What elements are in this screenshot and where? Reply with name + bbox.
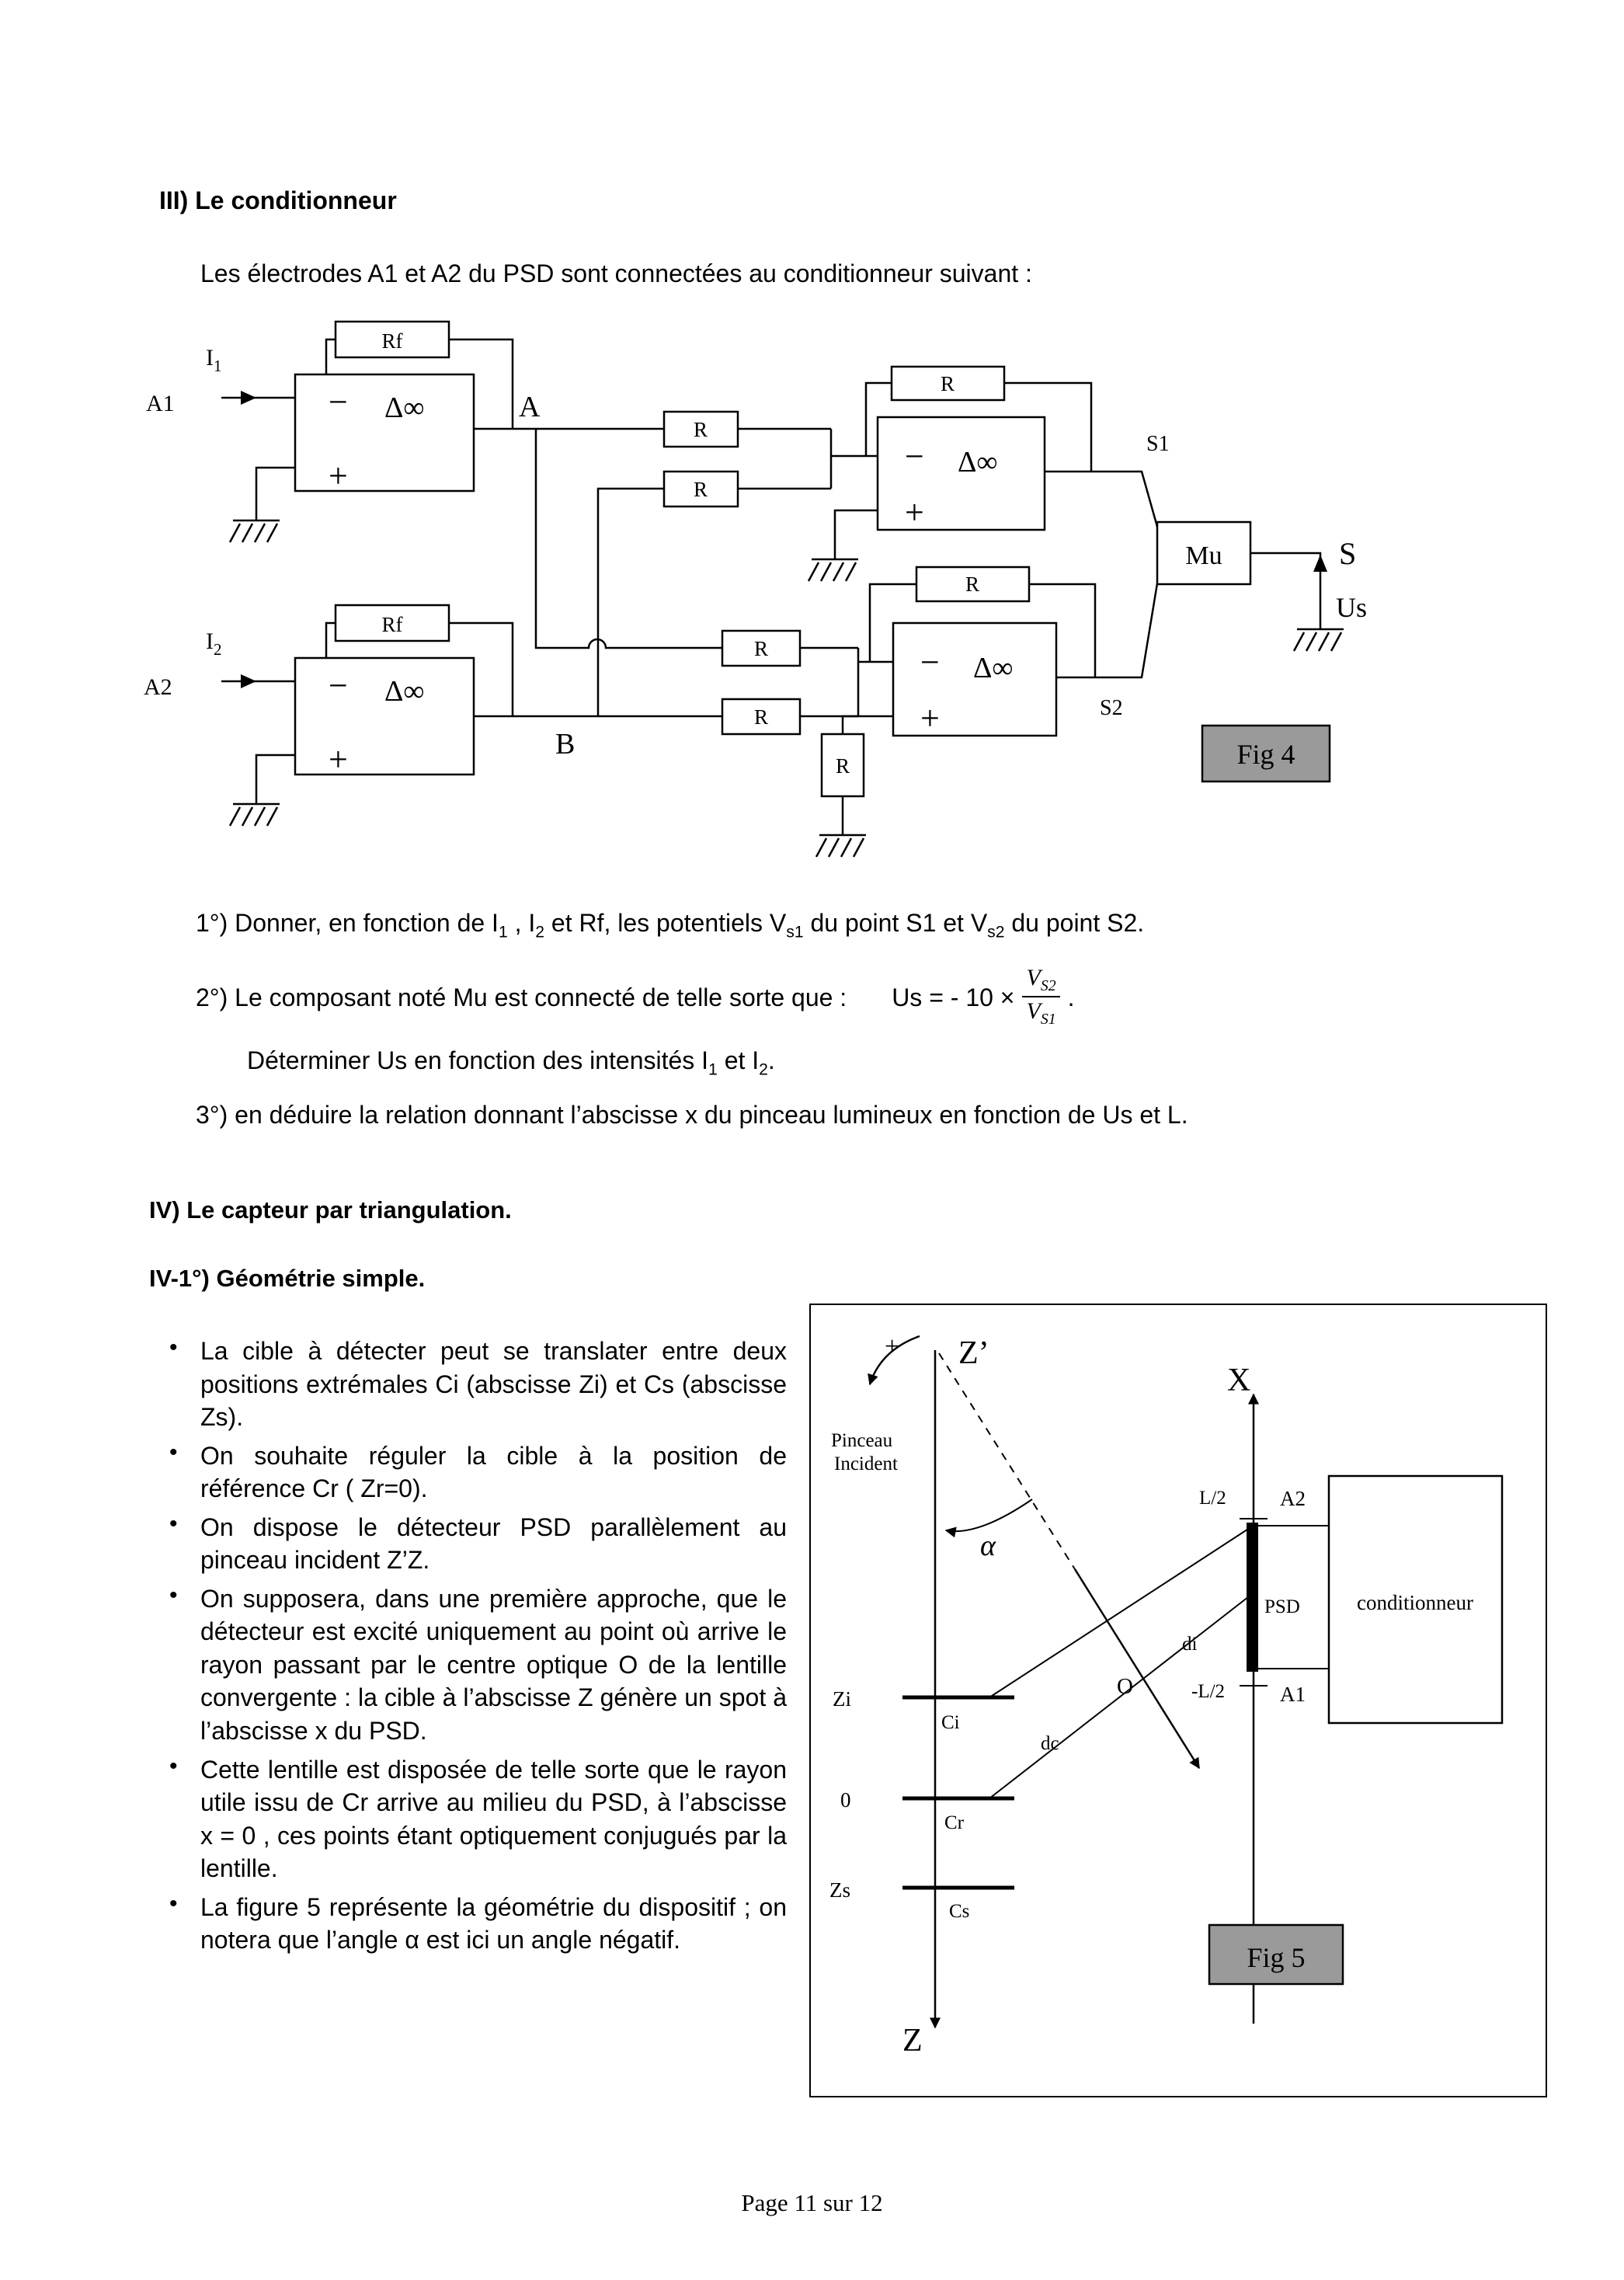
l-half-label: L/2: [1199, 1488, 1226, 1509]
electrode-a1-label: A1: [1280, 1683, 1306, 1706]
s1-label: S1: [1146, 432, 1170, 456]
r-feedback2-label: R: [940, 372, 955, 395]
z-prime-label: Z’: [958, 1335, 989, 1371]
r4-label: R: [753, 705, 769, 729]
optical-center-o-label: O: [1117, 1674, 1133, 1699]
r3-label: R: [753, 637, 769, 660]
list-item: • La figure 5 représente la géométrie du dispositif ; on notera que l’angle α est ici un angle négatif.: [169, 1891, 787, 1957]
opamp1-gain-label: Δ∞: [384, 392, 425, 424]
s-output-label: S: [1339, 536, 1357, 571]
r1-label: R: [693, 418, 708, 441]
r5-label: R: [835, 754, 850, 778]
rf1-label: Rf: [381, 329, 403, 353]
bullet-icon: •: [169, 1753, 178, 1779]
ground-icon: [809, 559, 858, 581]
question-1: 1°) Donner, en fonction de $I_1$ , $I_2$ et Rf, les potentiels $V_{s1}$ du point S1 et $V_{s2}$ du point S2.: [196, 909, 1145, 942]
opamp1-minus-label: −: [329, 383, 348, 421]
pinceau-label-line1: Pinceau: [831, 1430, 893, 1451]
opamp2-plus-label: +: [905, 493, 924, 531]
ground-icon: [816, 835, 866, 857]
conditionneur-label: conditionneur: [1357, 1591, 1473, 1614]
page-number: Page 11 sur 12: [741, 2189, 883, 2216]
fig4-caption: Fig 4: [1236, 739, 1295, 770]
list-item: • Cette lentille est disposée de telle sorte que le rayon utile issu de Cr arrive au milieu du PSD, à l’abscisse x = 0 , ces points étant optiquement conjugués par la lentille.: [169, 1753, 787, 1885]
fig5-caption: Fig 5: [1247, 1942, 1306, 1973]
opamp1-plus-label: +: [329, 457, 348, 495]
dc-label: dc: [1041, 1733, 1059, 1754]
question-2: [196, 966, 1074, 1029]
zi-label: Zi: [833, 1687, 851, 1711]
electrode-a2-label: A2: [1280, 1487, 1306, 1510]
opamp2-gain-label: Δ∞: [958, 446, 998, 479]
psd-label: PSD: [1264, 1596, 1300, 1617]
us-arrow-icon: [1313, 555, 1327, 572]
bullet-icon: •: [169, 1510, 178, 1537]
fig4-circuit-diagram: [132, 297, 1414, 910]
question-2-text: 2°) Le composant noté Mu est connecté de telle sorte que :: [196, 983, 847, 1011]
r2-label: R: [693, 478, 708, 501]
fig4-boxes: [295, 322, 1250, 796]
us-label: Us: [1336, 592, 1368, 623]
z-axis-label: Z: [902, 2023, 923, 2059]
alpha-label: α: [980, 1530, 996, 1562]
bullet-list: [169, 1335, 787, 1962]
section-3-title: III) Le conditionneur: [159, 186, 397, 214]
node-b-label: B: [555, 728, 576, 761]
zero-label: 0: [840, 1788, 851, 1812]
electrode-a2-label: A2: [144, 674, 172, 700]
mu-label: Mu: [1185, 541, 1222, 570]
di-label: di: [1182, 1634, 1198, 1655]
bullet-icon: •: [169, 1335, 178, 1360]
question-2-period: .: [1067, 983, 1075, 1011]
bullet-icon: •: [169, 1890, 178, 1916]
list-item: • On dispose le détecteur PSD parallèlement au pinceau incident Z’Z.: [169, 1511, 787, 1577]
question-2b: Déterminer Us en fonction des intensités $I_1$ et $I_2$.: [247, 1046, 775, 1079]
cs-label: Cs: [949, 1901, 970, 1922]
section-4-1-title: IV-1°) Géométrie simple.: [149, 1265, 426, 1292]
opamp4-plus-label: +: [920, 699, 940, 737]
intro-paragraph: Les électrodes A1 et A2 du PSD sont connectées au conditionneur suivant :: [200, 259, 1032, 287]
pinceau-label-line2: Incident: [834, 1453, 898, 1474]
ground-icon: [230, 520, 280, 542]
cr-label: Cr: [944, 1812, 964, 1833]
input2-arrow-icon: [241, 674, 256, 688]
plus-sign-label: +: [885, 1332, 900, 1361]
opamp3-minus-label: −: [329, 667, 348, 705]
opamp2-minus-label: −: [905, 437, 924, 475]
opamp3-gain-label: Δ∞: [384, 675, 425, 708]
bullet-icon: •: [169, 1439, 178, 1465]
opamp4-minus-label: −: [920, 643, 940, 681]
s2-label: S2: [1100, 696, 1123, 720]
fig5-frame: [809, 1304, 1547, 2097]
fig5-geometry-diagram: [811, 1305, 1546, 2096]
psd-bar: [1247, 1523, 1258, 1672]
r-feedback4-label: R: [965, 573, 980, 596]
fraction-numerator: $V_{S2}$: [1022, 965, 1059, 997]
question-2-equation: Us = - 10 ×: [892, 983, 1015, 1011]
list-item: • On supposera, dans une première approche, que le détecteur est excité uniquement au point où arrive le rayon passant par le centre optique O de la lentille convergente : la cible à l’abscisse Z génère un spot à l’abscisse x du PSD.: [169, 1582, 787, 1748]
ground-icon: [230, 804, 280, 826]
list-item: • La cible à détecter peut se translater entre deux positions extrémales Ci (abscisse Zi) et Cs (abscisse Zs).: [169, 1335, 787, 1434]
opamp3-plus-label: +: [329, 740, 348, 778]
fig5-lines: [870, 1336, 1502, 2028]
ray-ci: [989, 1526, 1252, 1697]
list-item: • On souhaite réguler la cible à la position de référence Cr ( Zr=0).: [169, 1439, 787, 1505]
bullet-icon: •: [169, 1582, 178, 1608]
incident-beam-dashed: [939, 1353, 1075, 1569]
input1-arrow-icon: [241, 391, 256, 405]
neg-l-half-label: -L/2: [1191, 1681, 1226, 1702]
current-i2-label: $I_2$: [206, 628, 222, 659]
ground-icon: [1294, 629, 1344, 651]
electrode-a1-label: A1: [146, 391, 175, 416]
zs-label: Zs: [829, 1878, 850, 1902]
rf2-label: Rf: [381, 613, 403, 636]
question-3: 3°) en déduire la relation donnant l’abscisse x du pinceau lumineux en fonction de Us et L.: [196, 1101, 1188, 1129]
section-4-title: IV) Le capteur par triangulation.: [149, 1196, 512, 1224]
node-a-label: A: [519, 391, 541, 423]
fraction-denominator: $V_{S1}$: [1026, 998, 1056, 1029]
alpha-angle-arrow-icon: [946, 1499, 1032, 1531]
opamp4-gain-label: Δ∞: [973, 652, 1014, 684]
fraction-vs2-vs1: [1022, 965, 1059, 1028]
ci-label: Ci: [941, 1712, 960, 1733]
x-axis-label: X: [1227, 1363, 1251, 1398]
current-i1-label: $I_1$: [206, 345, 222, 375]
incident-beam-arrow: [1075, 1569, 1199, 1768]
